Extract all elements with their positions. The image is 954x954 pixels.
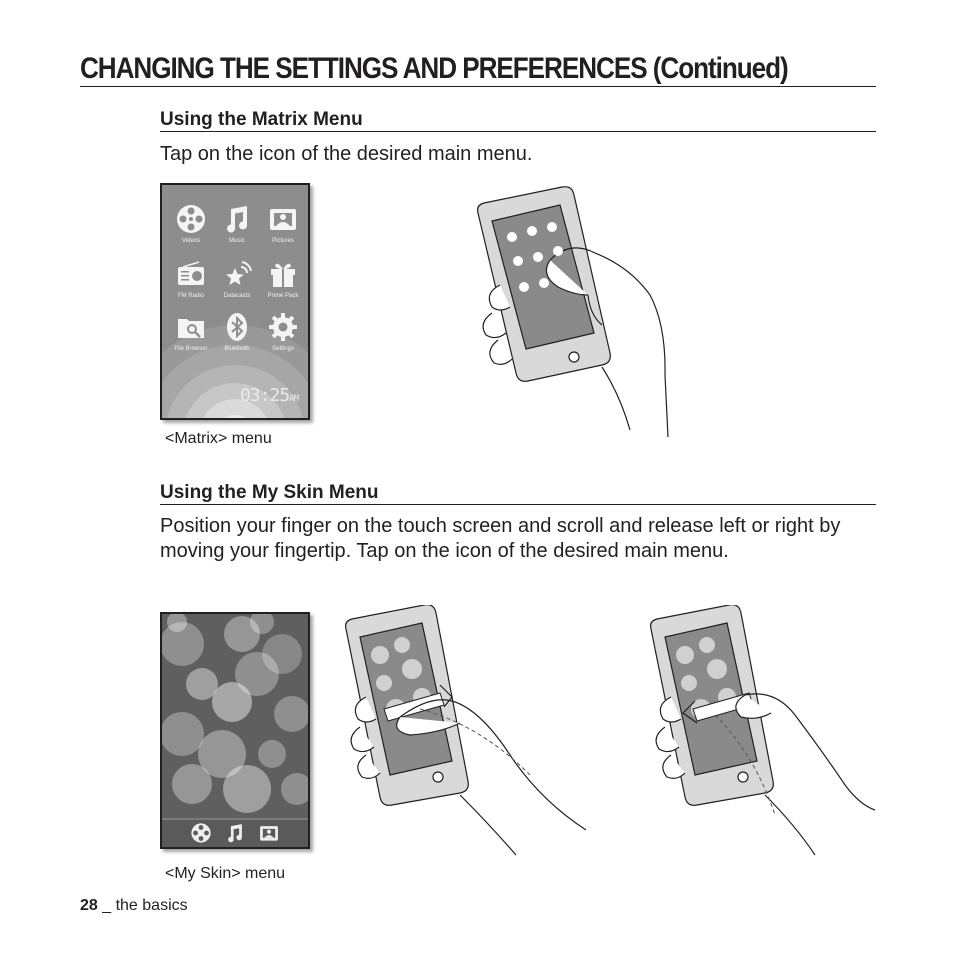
- skin-caption: <My Skin> menu: [165, 865, 286, 882]
- matrix-section-rule: [160, 131, 876, 132]
- page-number: 28: [80, 897, 98, 914]
- matrix-item-fm-radio[interactable]: [167, 258, 215, 299]
- skin-dock: [190, 822, 290, 844]
- hand-tap-illustration: [470, 185, 680, 440]
- matrix-caption: <Matrix> menu: [165, 430, 272, 447]
- matrix-item-bluetooth[interactable]: [213, 311, 261, 352]
- matrix-item-settings[interactable]: [259, 311, 307, 352]
- gear-icon: [267, 311, 299, 343]
- footer-section: _ the basics: [97, 897, 188, 914]
- skin-bokeh-background: [162, 614, 308, 847]
- picture-icon[interactable]: [258, 822, 280, 844]
- skin-section-heading: Using the My Skin Menu: [160, 482, 379, 503]
- matrix-item-datacasts[interactable]: [213, 258, 261, 299]
- matrix-item-music[interactable]: [213, 203, 261, 244]
- skin-section-rule: [160, 504, 876, 505]
- swipe-left-illustration: [645, 605, 885, 860]
- page-footer: [80, 896, 188, 916]
- my-skin-screen: [160, 612, 310, 849]
- matrix-item-label: Music: [229, 238, 245, 244]
- matrix-item-label: Pictures: [272, 238, 294, 244]
- radio-icon: [175, 258, 207, 290]
- music-note-icon: [221, 203, 253, 235]
- swipe-right-illustration: [340, 605, 590, 860]
- folder-search-icon: [175, 311, 207, 343]
- matrix-item-label: Videos: [181, 238, 201, 244]
- matrix-item-label: Datacasts: [223, 293, 251, 299]
- matrix-item-prime-pack[interactable]: [259, 258, 307, 299]
- matrix-section-heading: Using the Matrix Menu: [160, 109, 363, 130]
- page-title: CHANGING THE SETTINGS AND PREFERENCES (Continued): [80, 52, 788, 85]
- picture-icon: [267, 203, 299, 235]
- matrix-item-label: FM Radio: [177, 293, 204, 299]
- matrix-menu-screen: [160, 183, 310, 420]
- film-reel-icon: [175, 203, 207, 235]
- matrix-item-pictures[interactable]: [259, 203, 307, 244]
- matrix-item-label: File Browser: [174, 346, 208, 352]
- bluetooth-icon: [221, 311, 253, 343]
- skin-instruction: Position your finger on the touch screen and scroll and release left or right by moving your fingertip. Tap on the icon of the desired main menu.: [160, 515, 841, 562]
- matrix-item-videos[interactable]: [167, 203, 215, 244]
- music-note-icon[interactable]: [224, 822, 246, 844]
- gift-icon: [267, 258, 299, 290]
- matrix-item-label: Prime Pack: [267, 293, 299, 299]
- matrix-instruction: Tap on the icon of the desired main menu.: [160, 143, 533, 165]
- clock-time: 03:25: [239, 385, 290, 406]
- matrix-item-label: Settings: [272, 346, 294, 352]
- film-reel-icon[interactable]: [190, 822, 212, 844]
- datacast-icon: [221, 258, 253, 290]
- clock-ampm: AM: [289, 394, 298, 404]
- matrix-clock: [240, 385, 298, 406]
- matrix-item-label: Bluetooth: [224, 346, 250, 352]
- matrix-item-file-browser[interactable]: [167, 311, 215, 352]
- title-rule: [80, 86, 876, 87]
